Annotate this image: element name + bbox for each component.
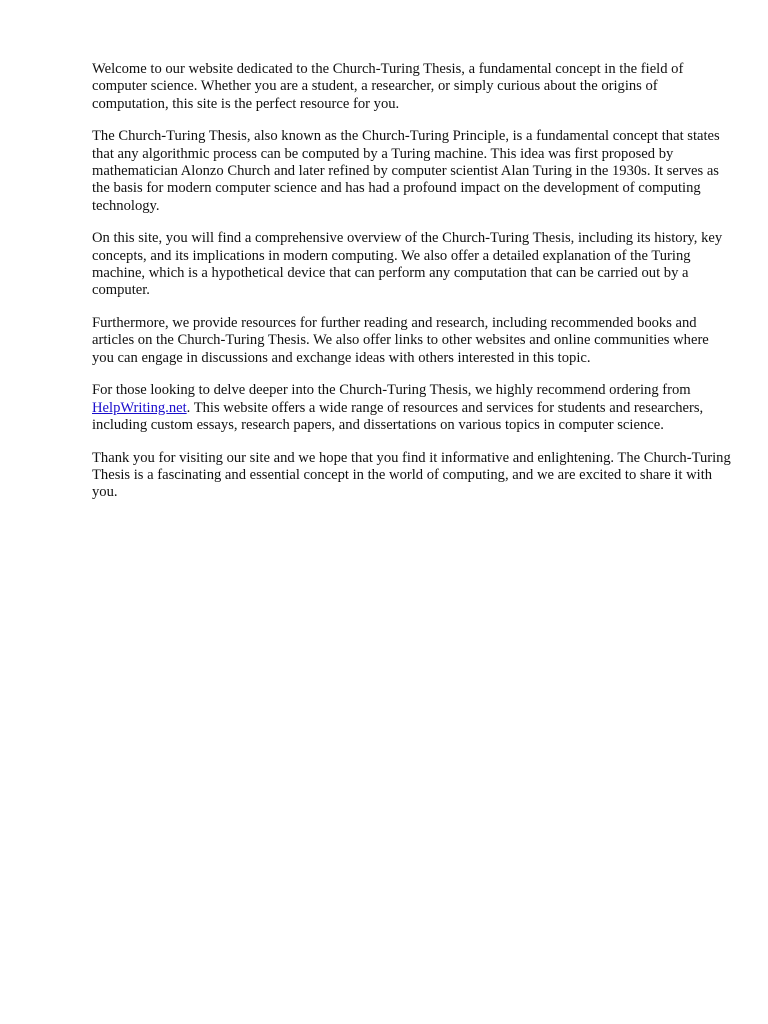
helpwriting-link[interactable]: HelpWriting.net xyxy=(92,399,187,416)
paragraph-thanks: Thank you for visiting our site and we hope that you find it informative and enlightening. The Church-Turing Thesis is a fascinating and essential concept in the world of computing, and we are excited to share it with you. xyxy=(92,449,731,501)
paragraph-welcome: Welcome to our website dedicated to the Church-Turing Thesis, a fundamental concept in the field of computer science. Whether you are a student, a researcher, or simply curious about the origins of computation, this site is the perfect resource for you. xyxy=(92,61,684,112)
document-body xyxy=(92,61,732,517)
paragraph-overview: On this site, you will find a comprehensive overview of the Church-Turing Thesis, including its history, key concepts, and its implications in modern computing. We also offer a detailed explanation of the Turing machine, which is a hypothetical device that can perform any computation that can be carried out by a computer. xyxy=(92,230,723,299)
paragraph-recommendation xyxy=(92,382,732,434)
recommendation-text-before: For those looking to delve deeper into the Church-Turing Thesis, we highly recommend ordering from xyxy=(92,382,691,399)
recommendation-text-after: . This website offers a wide range of resources and services for students and researchers, including custom essays, research papers, and dissertations on various topics in computer science. xyxy=(92,399,704,434)
paragraph-resources: Furthermore, we provide resources for further reading and research, including recommended books and articles on the Church-Turing Thesis. We also offer links to other websites and online communities where you can engage in discussions and exchange ideas with others interested in this topic. xyxy=(92,315,709,366)
paragraph-definition: The Church-Turing Thesis, also known as the Church-Turing Principle, is a fundamental concept that states that any algorithmic process can be computed by a Turing machine. This idea was first proposed by mathematician Alonzo Church and later refined by computer scientist Alan Turing in the 1930s. It serves as the basis for modern computer science and has had a profound impact on the development of computing technology. xyxy=(92,128,720,214)
